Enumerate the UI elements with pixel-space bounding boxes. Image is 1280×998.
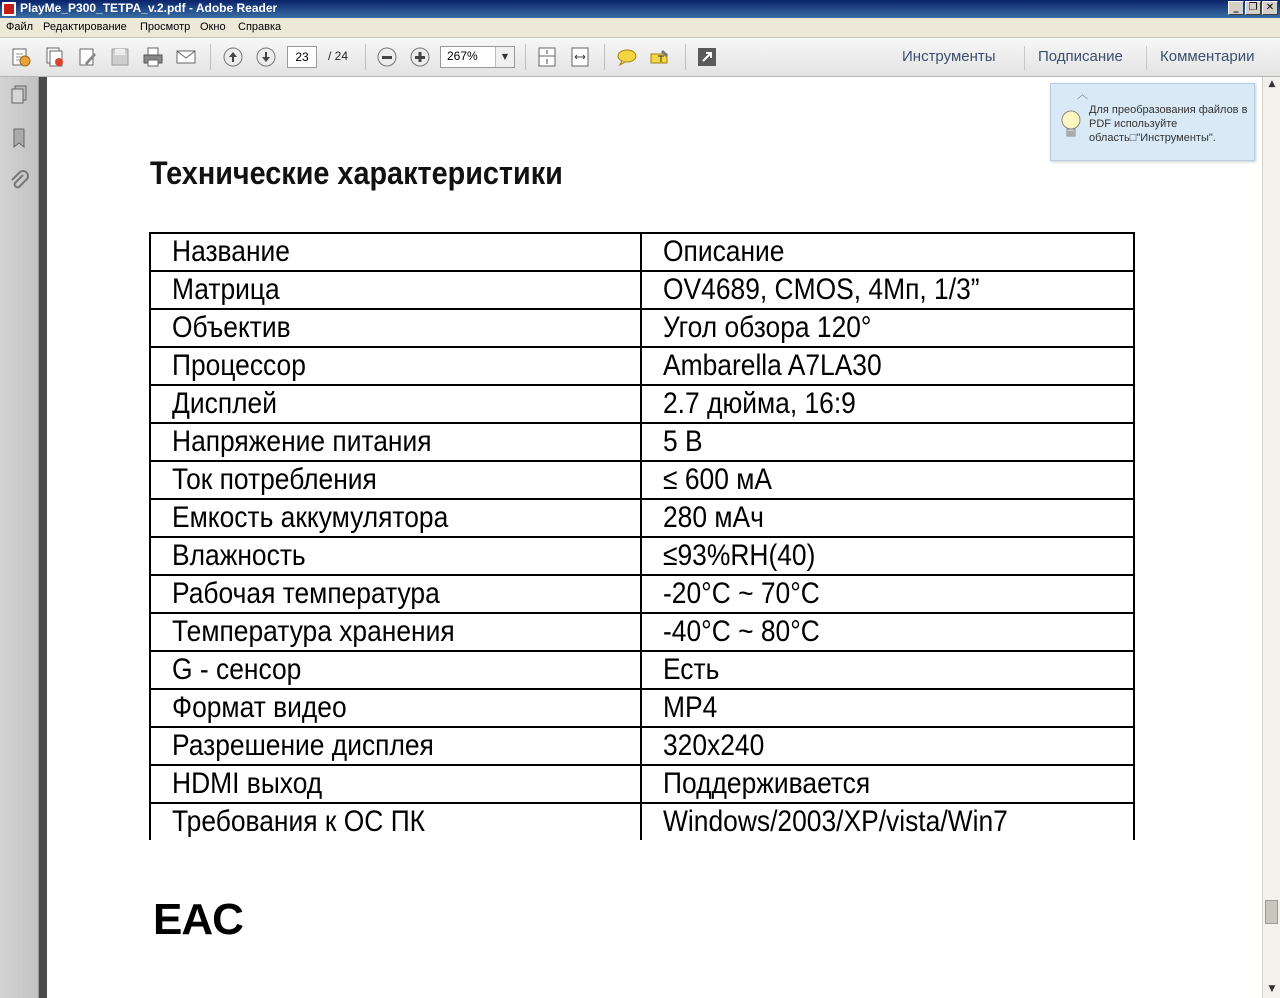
spec-value: Есть: [641, 651, 1134, 689]
scrollbar-thumb[interactable]: [1265, 900, 1278, 924]
menu-help[interactable]: Справка: [238, 21, 282, 33]
menu-file[interactable]: Файл: [6, 21, 34, 33]
table-row: [150, 423, 1134, 461]
sticky-note-icon[interactable]: [616, 46, 638, 68]
spec-value: 5 В: [641, 423, 1134, 461]
spec-name: Матрица: [150, 271, 641, 309]
print-icon[interactable]: [142, 46, 164, 68]
zoom-value: 267%: [447, 49, 478, 63]
spec-value: -40°C ~ 80°C: [641, 613, 1134, 651]
menu-edit[interactable]: Редактирование: [43, 21, 127, 33]
spec-name: Объектив: [150, 309, 641, 347]
previous-page-icon[interactable]: [222, 46, 244, 68]
bookmarks-icon[interactable]: [9, 127, 29, 149]
spec-value: MP4: [641, 689, 1134, 727]
spec-value: 320x240: [641, 727, 1134, 765]
spec-value: Windows/2003/XP/vista/Win7: [641, 803, 1134, 840]
spec-value: Угол обзора 120°: [641, 309, 1134, 347]
spec-name: Процессор: [150, 347, 641, 385]
table-row: [150, 499, 1134, 537]
table-header-row: [150, 233, 1134, 271]
create-pdf-icon[interactable]: [10, 46, 32, 68]
comments-tab[interactable]: Комментарии: [1160, 48, 1255, 65]
fit-page-icon[interactable]: [536, 46, 558, 68]
toolbar-separator: [685, 44, 686, 70]
page-number-input[interactable]: 23: [287, 46, 317, 68]
table-row: [150, 765, 1134, 803]
scroll-up-icon[interactable]: ▲: [1268, 79, 1276, 89]
table-row: [150, 385, 1134, 423]
combine-files-icon[interactable]: [43, 46, 65, 68]
zoom-in-icon[interactable]: [409, 46, 431, 68]
spec-value: -20°C ~ 70°C: [641, 575, 1134, 613]
menu-view[interactable]: Просмотр: [140, 21, 191, 33]
toolbar-separator: [210, 44, 211, 70]
table-row: [150, 575, 1134, 613]
spec-name: Ток потребления: [150, 461, 641, 499]
table-row: [150, 803, 1134, 840]
zoom-level-select[interactable]: [440, 46, 515, 68]
lightbulb-icon: [1059, 108, 1083, 142]
save-icon[interactable]: [109, 46, 131, 68]
expand-icon[interactable]: [696, 46, 718, 68]
fit-width-icon[interactable]: [569, 46, 591, 68]
spec-table: [149, 232, 1135, 840]
spec-name: Емкость аккумулятора: [150, 499, 641, 537]
spec-value: ≤ 600 мА: [641, 461, 1134, 499]
table-row: [150, 537, 1134, 575]
sign-tab[interactable]: Подписание: [1038, 48, 1123, 65]
tools-tab[interactable]: Инструменты: [902, 48, 996, 65]
eac-certification-logo: EAC: [153, 895, 243, 944]
spec-name: Температура хранения: [150, 613, 641, 651]
caret-up-icon: ︿: [1077, 88, 1088, 101]
spec-name: Требования к ОС ПК: [150, 803, 641, 840]
minimize-button[interactable]: _: [1228, 1, 1244, 15]
spec-value: 280 мАч: [641, 499, 1134, 537]
spec-value: Поддерживается: [641, 765, 1134, 803]
maximize-button[interactable]: ❐: [1245, 1, 1261, 15]
spec-value: 2.7 дюйма, 16:9: [641, 385, 1134, 423]
chevron-down-icon[interactable]: ▼: [495, 47, 514, 67]
spec-value: ≤93%RH(40): [641, 537, 1134, 575]
toolbar-separator: [604, 44, 605, 70]
spec-name: HDMI выход: [150, 765, 641, 803]
table-row: [150, 347, 1134, 385]
page-thumbnails-icon[interactable]: [9, 84, 29, 106]
page-heading: Технические характеристики: [150, 155, 563, 191]
table-row: [150, 651, 1134, 689]
spec-name: Разрешение дисплея: [150, 727, 641, 765]
toolbar-separator: [1024, 46, 1025, 70]
spec-name: Рабочая температура: [150, 575, 641, 613]
attachments-icon[interactable]: [9, 170, 29, 192]
spec-name: G - сенсор: [150, 651, 641, 689]
table-header-cell: Описание: [641, 233, 1134, 271]
highlight-text-icon[interactable]: [649, 46, 671, 68]
email-icon[interactable]: [175, 46, 197, 68]
close-button[interactable]: ✕: [1262, 1, 1278, 15]
table-row: [150, 271, 1134, 309]
window-title: PlayMe_P300_TETPA_v.2.pdf - Adobe Reader: [20, 1, 278, 15]
menu-window[interactable]: Окно: [200, 21, 226, 33]
vertical-scrollbar[interactable]: [1262, 77, 1280, 998]
tools-hint-tooltip: [1050, 83, 1255, 161]
spec-name: Влажность: [150, 537, 641, 575]
spec-name: Дисплей: [150, 385, 641, 423]
document-border: [39, 77, 47, 998]
window-title-bar: [0, 0, 1280, 18]
table-row: [150, 689, 1134, 727]
page-total: / 24: [328, 49, 349, 63]
scroll-down-icon[interactable]: ▼: [1268, 984, 1276, 994]
navigation-pane: [0, 77, 39, 998]
edit-document-icon[interactable]: [77, 46, 99, 68]
spec-name: Формат видео: [150, 689, 641, 727]
spec-name: Напряжение питания: [150, 423, 641, 461]
next-page-icon[interactable]: [255, 46, 277, 68]
tooltip-text: Для преобразования файлов в PDF используйте область□"Инструменты".: [1089, 104, 1248, 144]
table-row: [150, 309, 1134, 347]
toolbar-separator: [365, 44, 366, 70]
document-page: [47, 77, 1261, 995]
table-row: [150, 727, 1134, 765]
spec-value: OV4689, CMOS, 4Мп, 1/3”: [641, 271, 1134, 309]
toolbar-separator: [1146, 46, 1147, 70]
adobe-reader-app-icon: [2, 2, 16, 16]
menu-bar: [0, 18, 1280, 38]
table-row: [150, 461, 1134, 499]
toolbar-separator: [525, 44, 526, 70]
table-row: [150, 613, 1134, 651]
table-header-cell: Название: [150, 233, 641, 271]
toolbar: [0, 38, 1280, 77]
zoom-out-icon[interactable]: [376, 46, 398, 68]
spec-value: Ambarella A7LA30: [641, 347, 1134, 385]
